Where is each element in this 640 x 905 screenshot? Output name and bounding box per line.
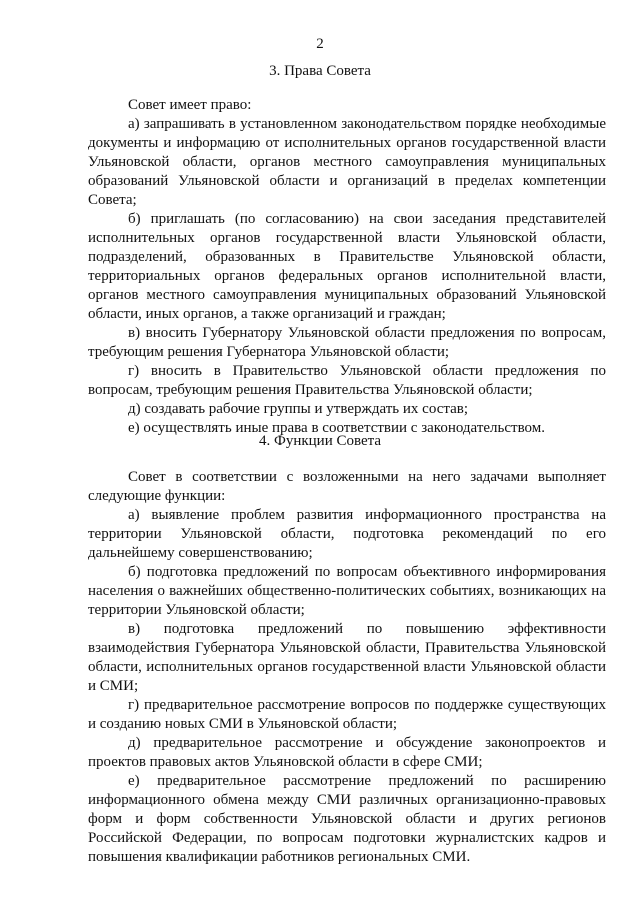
section-4-title: 4. Функции Совета (258, 433, 382, 449)
section-3-item-v: в) вносить Губернатору Ульяновской области предложения по вопросам, требующим решения Губернатора Ульяновской области; (88, 325, 606, 360)
section-3-item-b: б) приглашать (по согласованию) на свои заседания представителей исполнительных органов государственной власти Ульяновской области, подразделений, образованных в Правительстве Ульяновской области, территориальных органов федеральных органов исполнительной власти, органов местного самоуправления муниципальных образований Ульяновской области, иных органов, а также организаций и граждан; (88, 211, 606, 322)
section-4-intro: Совет в соответствии с возложенными на него задачами выполняет следующие функции: (88, 469, 606, 504)
section-3-item-a: а) запрашивать в установленном законодательством порядке необходимые документы и информацию от исполнительных органов государственной власти Ульяновской области, органов местного самоуправления муниципальных образований Ульяновской области и организаций в пределах компетенции Совета; (88, 116, 606, 208)
section-3-body (88, 96, 606, 438)
section-4-item-e: е) предварительное рассмотрение предложений по расширению информационного обмена между СМИ различных организационно-правовых форм и форм собственности Ульяновской области и других регионов Российской Федерации, по вопросам подготовки журналистских кадров и повышения квалификации работников региональных СМИ. (88, 773, 606, 865)
section-3-item-e: е) осуществлять иные права в соответствии с законодательством. (128, 420, 546, 436)
section-3-item-g: г) вносить в Правительство Ульяновской области предложения по вопросам, требующим решения Правительства Ульяновской области; (88, 363, 606, 398)
page-number: 2 (316, 36, 324, 52)
section-4-item-b: б) подготовка предложений по вопросам объективного информирования населения о важнейших общественно-политических событиях, возникающих на территории Ульяновской области; (88, 564, 606, 618)
section-3-title: 3. Права Совета (269, 63, 371, 79)
section-4-item-a: а) выявление проблем развития информационного пространства на территории Ульяновской области, подготовка рекомендаций по его дальнейшему совершенствованию; (88, 507, 606, 561)
section-4-item-v: в) подготовка предложений по повышению эффективности взаимодействия Губернатора Ульяновской области, Правительства Ульяновской области, исполнительных органов государственной власти Ульяновской области и СМИ; (88, 621, 606, 694)
section-3-item-d: д) создавать рабочие группы и утверждать их состав; (128, 401, 469, 417)
section-4-body (88, 468, 606, 867)
section-4-item-g: г) предварительное рассмотрение вопросов по поддержке существующих и созданию новых СМИ в Ульяновской области; (88, 697, 606, 732)
section-3-intro: Совет имеет право: (128, 97, 252, 113)
section-4-item-d: д) предварительное рассмотрение и обсуждение законопроектов и проектов правовых актов Ульяновской области в сфере СМИ; (88, 735, 606, 770)
